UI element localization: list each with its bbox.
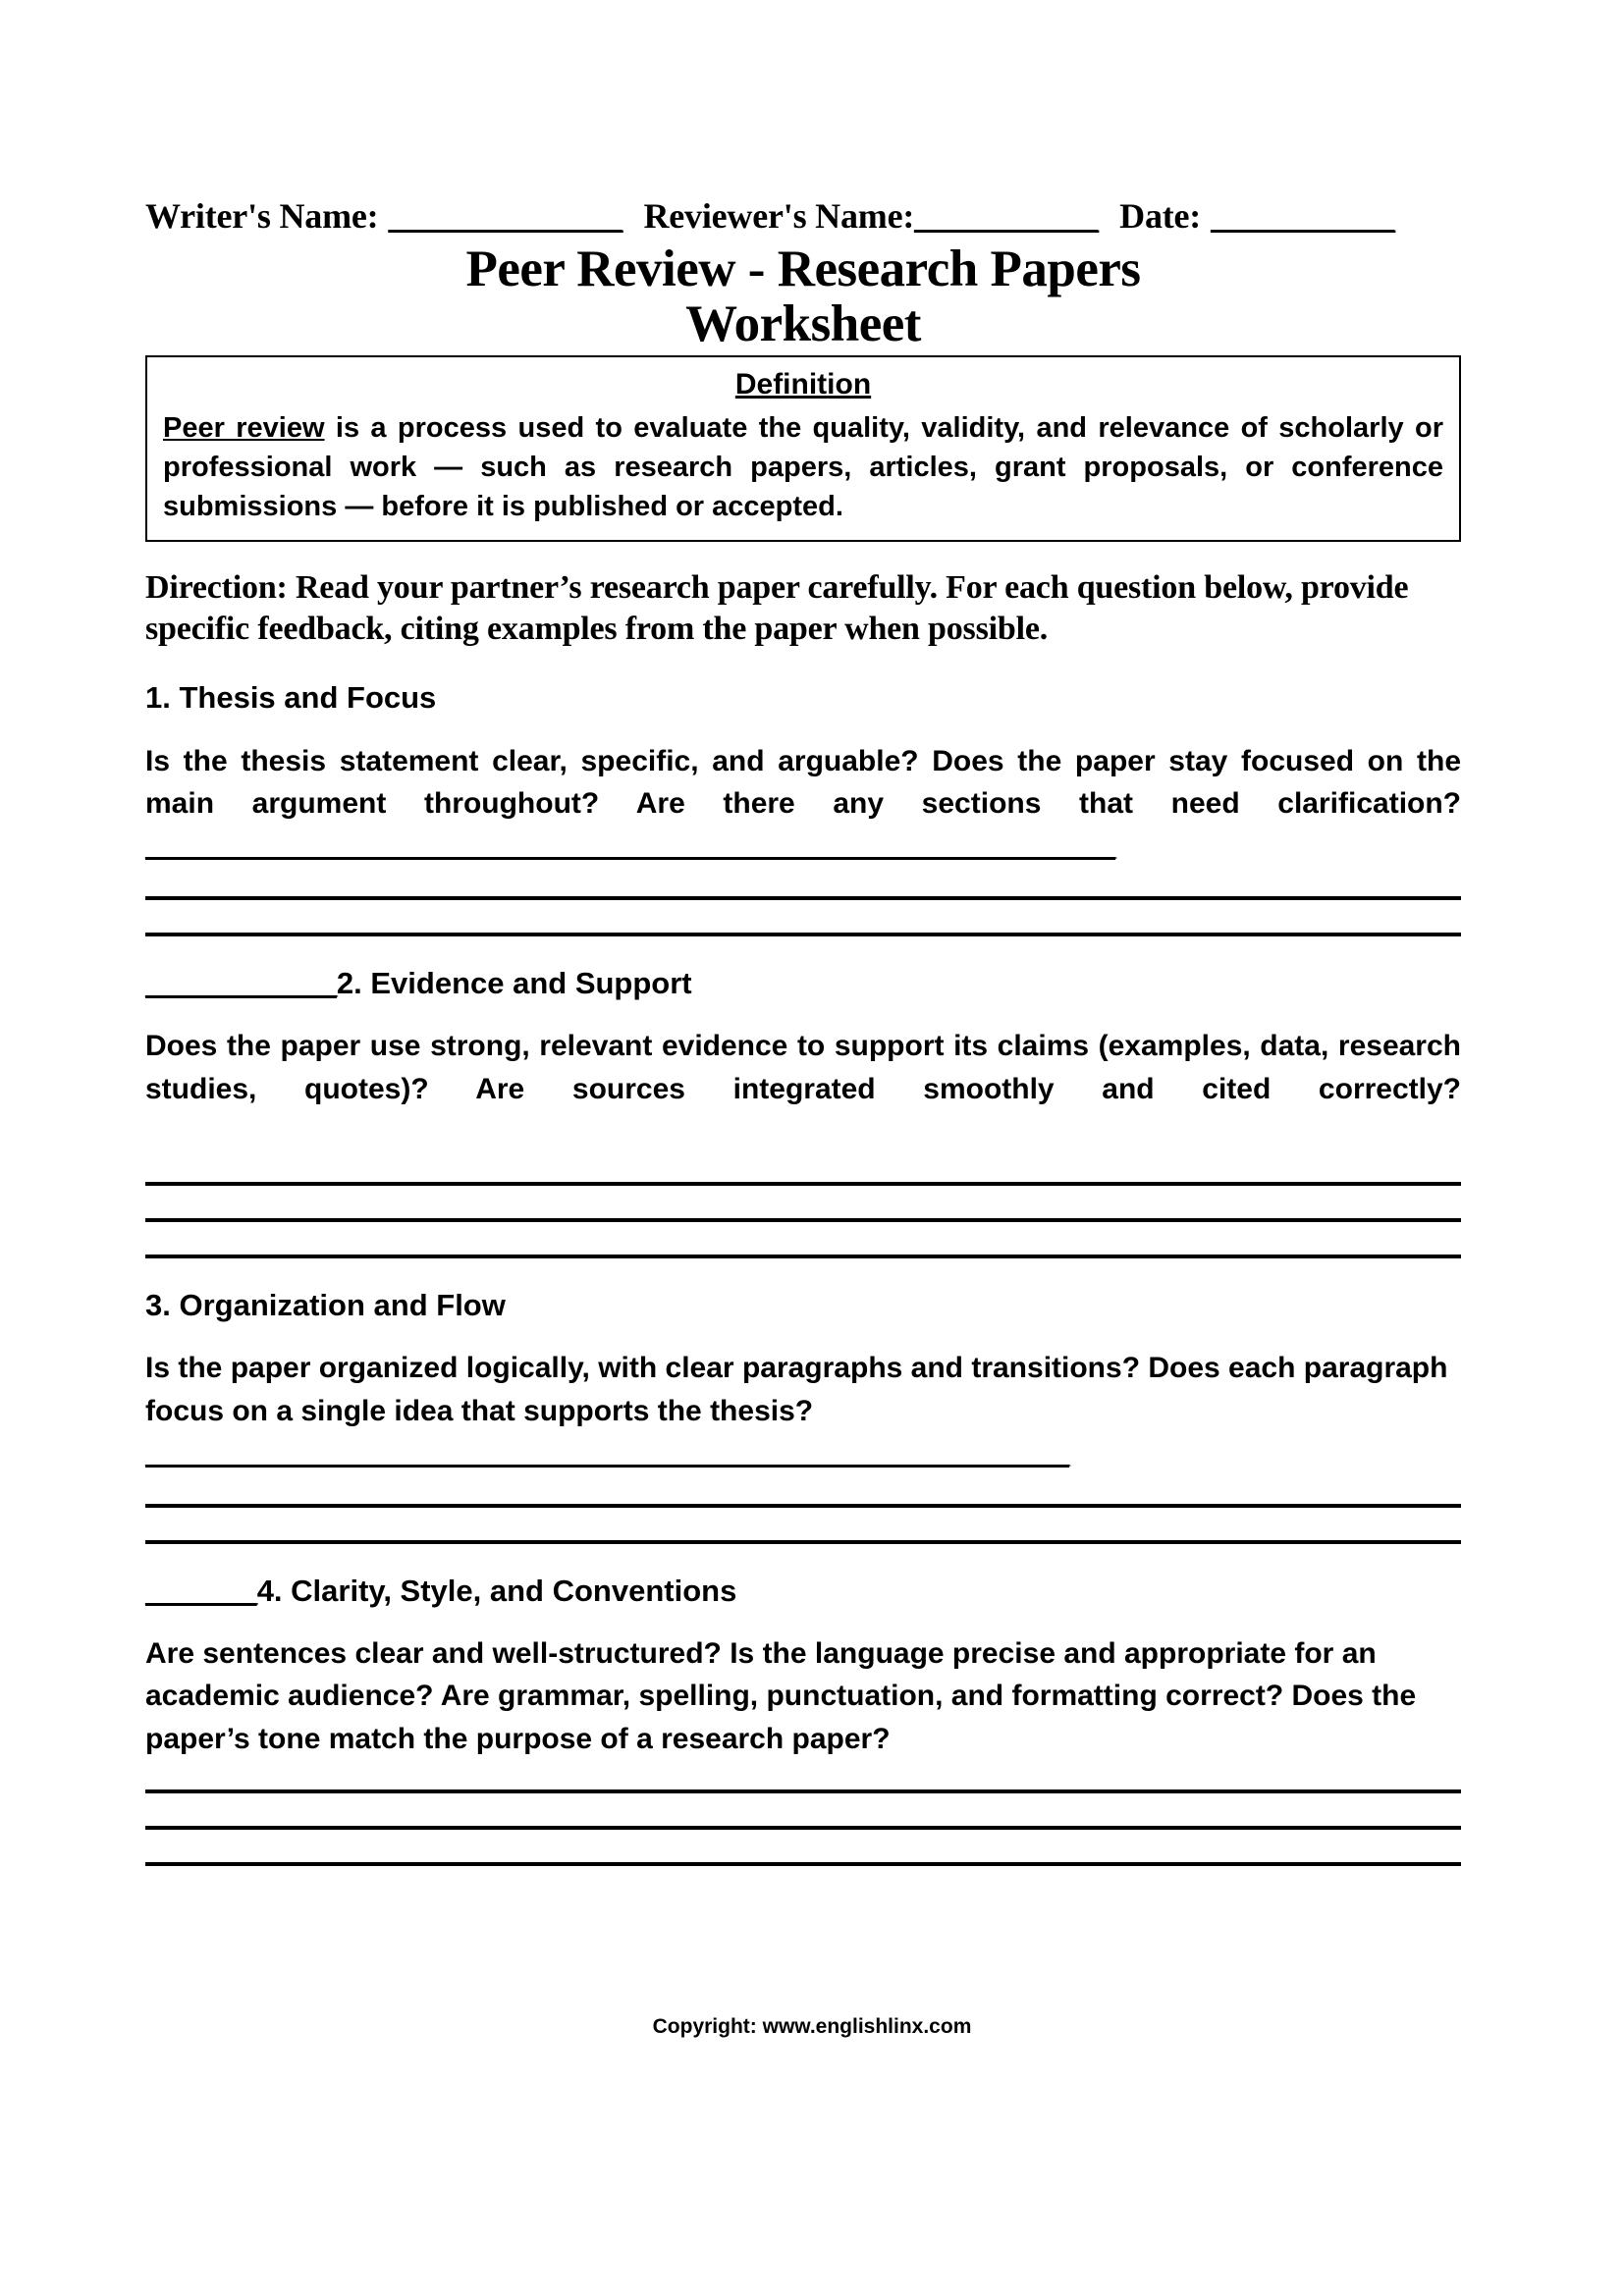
definition-box bbox=[145, 355, 1461, 542]
answer-line[interactable] bbox=[145, 1862, 1461, 1866]
question-3 bbox=[145, 1347, 1461, 1474]
section-4-label: 4. Clarity, Style, and Conventions bbox=[256, 1573, 737, 1608]
answer-lines-1 bbox=[145, 896, 1461, 936]
section-4-lead-blank[interactable]: _______ bbox=[145, 1573, 257, 1608]
answer-line[interactable] bbox=[145, 1504, 1461, 1508]
answer-line[interactable] bbox=[145, 1218, 1461, 1222]
answer-line[interactable] bbox=[145, 896, 1461, 900]
section-2-label: 2. Evidence and Support bbox=[336, 966, 692, 1001]
answer-lines-2 bbox=[145, 1182, 1461, 1258]
writer-name-blank[interactable]: ______________ bbox=[388, 196, 623, 236]
page-title-line1: Peer Review - Research Papers bbox=[465, 240, 1141, 298]
question-1 bbox=[145, 740, 1461, 868]
definition-heading: Definition bbox=[734, 367, 872, 400]
answer-line[interactable] bbox=[145, 1826, 1461, 1830]
question-1-text: Is the thesis statement clear, specific, and arguable? Does the paper stay focused on the main argument throughout? Are there any sections that need clarification? bbox=[145, 744, 1461, 820]
question-2-text: Does the paper use strong, relevant evidence to support its claims (examples, data, research studies, quotes)? Are sources integrated smoothly and cited correctly? bbox=[145, 1030, 1461, 1105]
section-heading-4 bbox=[145, 1572, 1461, 1611]
answer-line[interactable] bbox=[145, 933, 1461, 936]
page-title-line2: Worksheet bbox=[685, 294, 921, 352]
definition-body: is a process used to evaluate the quality, validity, and relevance of scholarly or professional work — such as research papers, articles, grant proposals, or conference submissions — before it is published or accepted. bbox=[163, 411, 1443, 522]
question-4-text: Are sentences clear and well-structured? Is the language precise and appropriate for an academic audience? Are grammar, spelling, punctuation, and formatting correct? Does the paper’s tone match the purpose of a research paper? bbox=[145, 1637, 1417, 1755]
question-2 bbox=[145, 1025, 1461, 1152]
section-heading-3 bbox=[145, 1286, 1461, 1325]
question-4 bbox=[145, 1632, 1461, 1760]
answer-line[interactable] bbox=[145, 1182, 1461, 1186]
section-heading-2 bbox=[145, 964, 1461, 1003]
page-title bbox=[145, 242, 1461, 350]
direction-text: Direction: Read your partner’s research paper carefully. For each question below, provide specific feedback, citing examples from the paper when possible. bbox=[145, 568, 1409, 648]
section-heading-1 bbox=[145, 678, 1461, 718]
section-1-label: 1. Thesis and Focus bbox=[145, 680, 437, 716]
student-info-line bbox=[145, 196, 1461, 237]
section-2-lead-blank[interactable]: ____________ bbox=[145, 966, 337, 1001]
question-1-answer-blank[interactable]: _______________________________________________________________ bbox=[145, 828, 1116, 862]
question-3-answer-blank[interactable]: ____________________________________________________________ bbox=[145, 1436, 1070, 1469]
question-3-text: Is the paper organized logically, with clear paragraphs and transitions? Does each paragraph focus on a single idea that supports the thesis? bbox=[145, 1352, 1448, 1427]
answer-line[interactable] bbox=[145, 1789, 1461, 1793]
answer-line[interactable] bbox=[145, 1255, 1461, 1258]
reviewer-name-label: Reviewer's Name: bbox=[643, 196, 915, 236]
answer-lines-4 bbox=[145, 1789, 1461, 1866]
reviewer-name-blank[interactable]: ___________ bbox=[914, 196, 1099, 236]
writer-name-label: Writer's Name: bbox=[145, 196, 379, 236]
footer-copyright: Copyright: www.englishlinx.com bbox=[652, 2015, 972, 2038]
section-3-label: 3. Organization and Flow bbox=[145, 1288, 506, 1323]
date-label: Date: bbox=[1119, 196, 1202, 236]
definition-text bbox=[163, 408, 1443, 526]
worksheet-content bbox=[145, 196, 1461, 1866]
date-blank[interactable]: ___________ bbox=[1211, 196, 1395, 236]
answer-lines-3 bbox=[145, 1504, 1461, 1544]
definition-term: Peer review bbox=[163, 411, 325, 444]
answer-line[interactable] bbox=[145, 1540, 1461, 1544]
